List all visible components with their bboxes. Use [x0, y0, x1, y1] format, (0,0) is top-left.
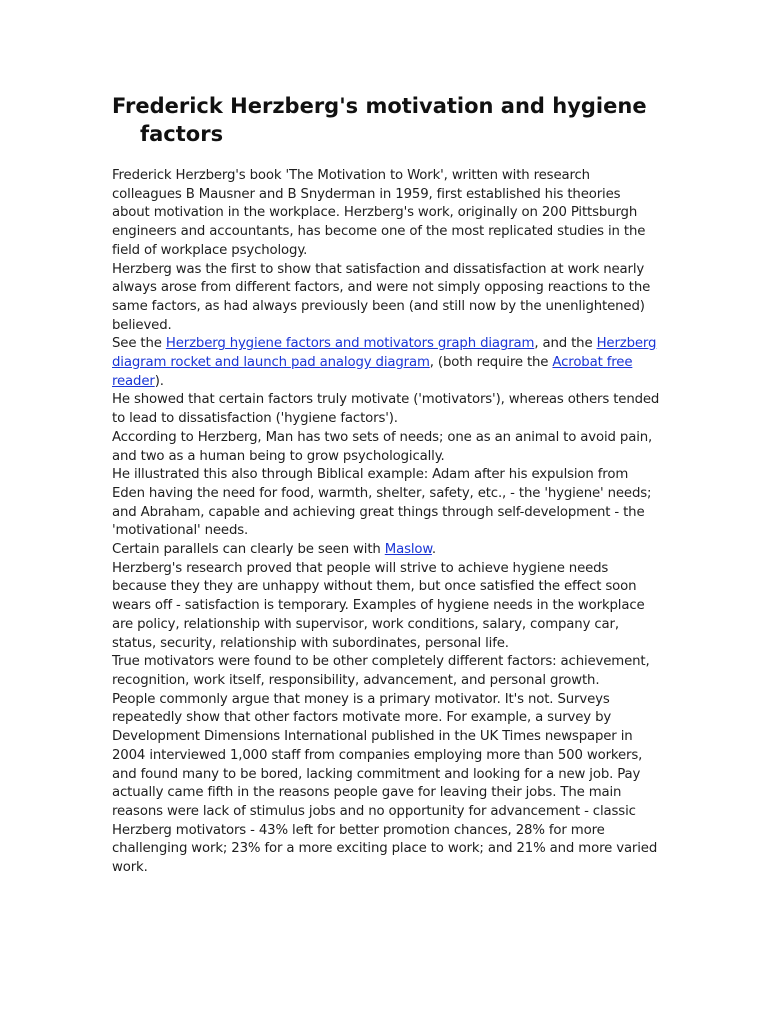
rocket-diagram-link[interactable]: Herzberg diagram rocket and launch pad analogy diagram: [112, 336, 657, 371]
paragraph-motivators: He showed that certain factors truly motivate ('motivators'), whereas others tended to lead to dissatisfaction ('hygiene factors').: [112, 392, 660, 427]
page-title: Frederick Herzberg's motivation and hygiene factors: [112, 94, 647, 146]
paragraph-text: Certain parallels can clearly be seen with: [112, 542, 385, 558]
paragraph-two-needs: According to Herzberg, Man has two sets of needs; one as an animal to avoid pain, and two as a human being to grow psychologically.: [112, 429, 653, 464]
document-page: [112, 92, 660, 878]
paragraph-money: People commonly argue that money is a primary motivator. It's not. Surveys repeatedly show that other factors motivate more. For example, a survey by Development Dimensions International published in the UK Times newspaper in 2004 interviewed 1,000 staff from companies employing more than 500 workers, and found many to be bored, lacking commitment and looking for a new job. Pay actually came fifth in the reasons people gave for leaving their jobs. The main reasons were lack of stimulus jobs and no opportunity for advancement - classic Herzberg motivators - 43% left for better promotion chances, 28% for more challenging work; 23% for a more exciting place to work; and 21% and more varied work.: [112, 691, 658, 876]
paragraph-satisfaction: Herzberg was the first to show that satisfaction and dissatisfaction at work nearly always arose from different factors, and were not simply opposing reactions to the same factors, as had always previously been (and still now by the unenlightened) believed.: [112, 261, 651, 333]
paragraph-hygiene-needs: Herzberg's research proved that people will strive to achieve hygiene needs because they they are unhappy without them, but once satisfied the effect soon wears off - satisfaction is temporary. Examples of hygiene needs in the workplace are policy, relationship with supervisor, work conditions, salary, company car, status, security, relationship with subordinates, personal life.: [112, 560, 645, 651]
paragraph-text: .: [431, 542, 436, 558]
paragraph-maslow: [112, 541, 660, 560]
paragraph-text: , (both require the: [429, 355, 553, 371]
paragraph-text: , and the: [534, 336, 597, 352]
maslow-link[interactable]: Maslow: [384, 542, 432, 558]
article-body: [112, 167, 660, 878]
paragraph-diagram-links: [112, 335, 660, 391]
paragraph-true-motivators: True motivators were found to be other completely different factors: achievement, recognition, work itself, responsibility, advancement, and personal growth.: [112, 654, 650, 688]
graph-diagram-link[interactable]: Herzberg hygiene factors and motivators graph diagram: [165, 336, 535, 352]
paragraph-biblical: He illustrated this also through Biblical example: Adam after his expulsion from Eden having the need for food, warmth, shelter, safety, etc., - the 'hygiene' needs; and Abraham, capable and achieving great things through self-development - the 'motivational' needs.: [112, 467, 652, 539]
acrobat-reader-link[interactable]: Acrobat free reader: [112, 355, 633, 389]
paragraph-text: See the: [112, 336, 166, 352]
paragraph-intro: Frederick Herzberg's book 'The Motivation to Work', written with research colleagues B Mausner and B Snyderman in 1959, first established his theories about motivation in the workplace. Herzberg's work, originally on 200 Pittsburgh engineers and accountants, has become one of the most replicated studies in the field of workplace psychology.: [112, 168, 646, 258]
paragraph-text: ).: [154, 373, 164, 389]
